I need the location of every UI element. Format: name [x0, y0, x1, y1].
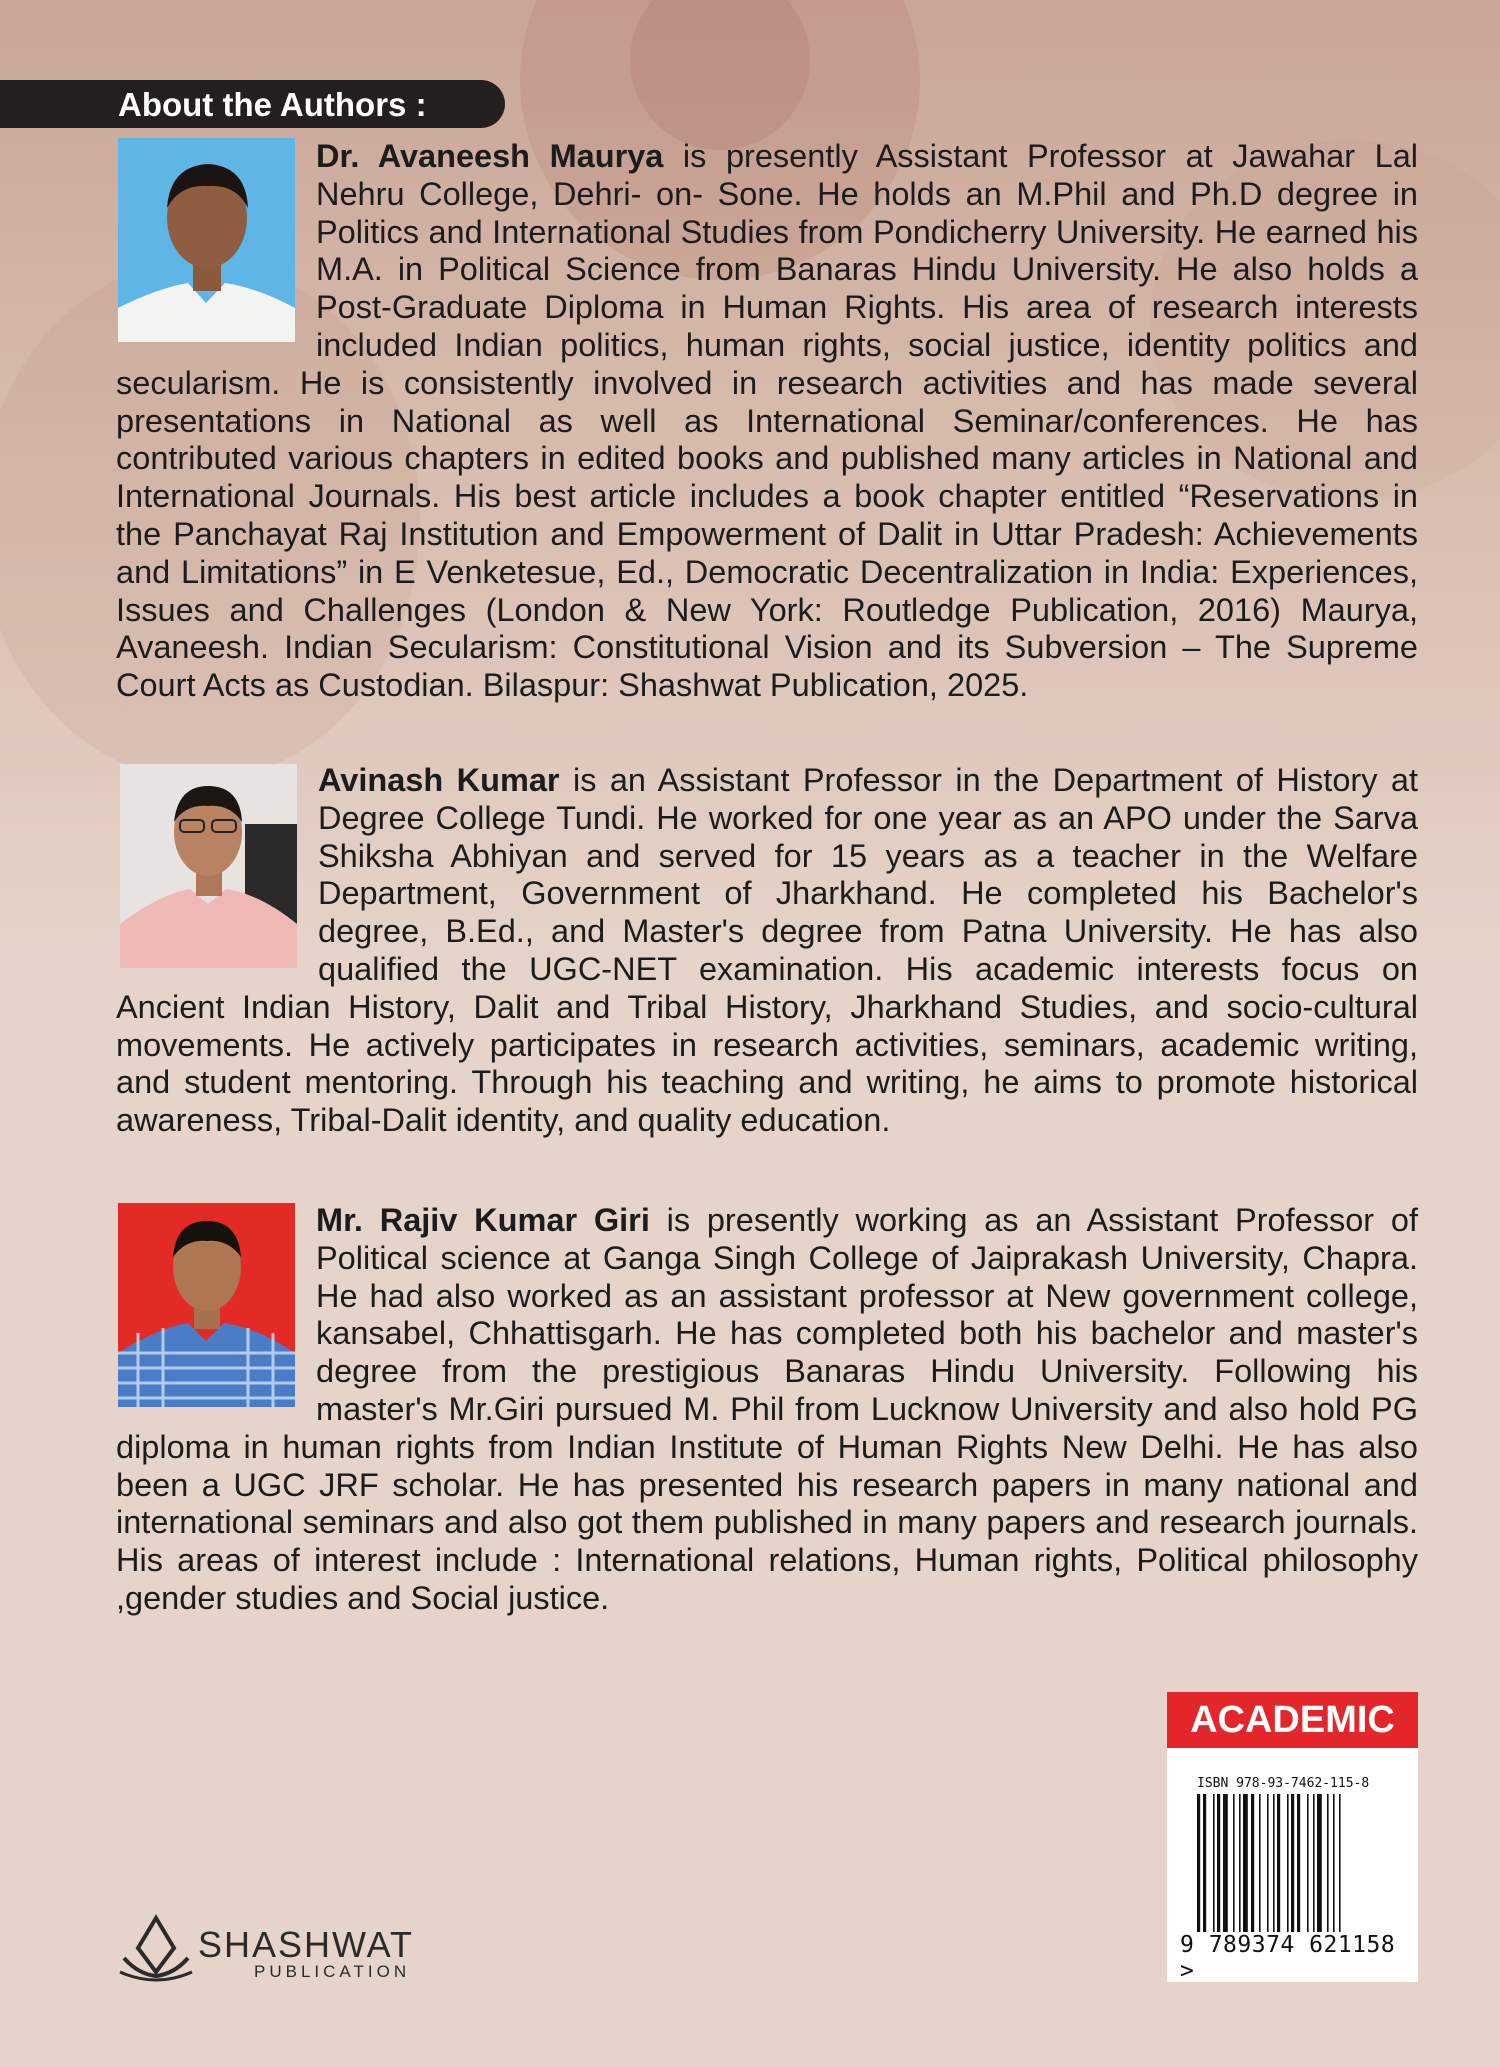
author-name: Dr. Avaneesh Maurya [316, 138, 664, 174]
barcode-bar [1251, 1794, 1254, 1932]
barcode-bar [1339, 1794, 1341, 1932]
barcode-bar [1233, 1794, 1235, 1932]
barcode-bar [1267, 1794, 1269, 1932]
barcode-bar [1307, 1794, 1309, 1932]
photo-spacer [116, 138, 316, 360]
barcode-bar [1273, 1794, 1275, 1932]
author-name: Avinash Kumar [318, 762, 560, 798]
barcode-bar [1243, 1794, 1248, 1932]
barcode-bar [1287, 1794, 1289, 1932]
author-bio-text: is presently working as an Assistant Professor of Political science at Ganga Singh College of Jaiprakash University, Chapra. He had also worked as an assistant professor at New government college, kansabel, Chhattisgarh. He has completed both his bachelor and master's degree from the prestigious Banaras Hindu University. Following his master's Mr.Giri pursued M. Phil from Lucknow University and also hold PG diploma in human rights from Indian Institute of Human Rights New Delhi. He has also been a UGC JRF scholar. He has presented his research papers in many national and international seminars and also got them published in many papers and research journals. His areas of interest include : International relations, Human rights, Political philosophy ,gender studies and Social justice. [116, 1202, 1418, 1616]
author-bio-avaneesh-maurya [116, 138, 1418, 705]
publisher-logo [116, 1910, 446, 1985]
section-header [0, 80, 505, 128]
barcode-bars [1197, 1794, 1387, 1934]
section-title: About the Authors : [118, 86, 427, 123]
barcode-bar [1291, 1794, 1294, 1932]
academic-badge: ACADEMIC [1167, 1692, 1418, 1748]
barcode-bar [1277, 1794, 1280, 1932]
isbn-label: ISBN 978-93-7462-115-8 [1197, 1776, 1370, 1791]
author-bio-avinash-kumar [116, 762, 1418, 1140]
publisher-subtitle: PUBLICATION [254, 1962, 411, 1981]
barcode-bar [1213, 1794, 1215, 1932]
barcode-bar [1297, 1794, 1300, 1932]
barcode-bar [1313, 1794, 1315, 1932]
author-bio-text: is presently Assistant Professor at Jawahar Lal Nehru College, Dehri- on- Sone. He holds an M.Phil and Ph.D degree in Politics and International Studies from Pondicherry University. He earned his M.A. in Political Science from Banaras Hindu University. He also holds a Post-Graduate Diploma in Human Rights. His area of research interests included Indian politics, human rights, social justice, identity politics and secularism. He is consistently involved in research activities and has made several presentations in National as well as International Seminar/conferences. He has contributed various chapters in edited books and published many articles in National and International Journals. His best article includes a book chapter entitled “Reservations in the Panchayat Raj Institution and Empowerment of Dalit in Uttar Pradesh: Achievements and Limitations” in E Venketesue, Ed., Democratic Decentralization in India: Experiences, Issues and Challenges (London & New York: Routledge Publication, 2016) Maurya, Avaneesh. Indian Secularism: Constitutional Vision and its Subversion – The Supreme Court Acts as Custodian. Bilaspur: Shashwat Publication, 2025. [116, 138, 1418, 704]
barcode-bar [1333, 1794, 1335, 1932]
photo-spacer [116, 762, 318, 984]
barcode-bar [1317, 1794, 1322, 1932]
publisher-name: SHASHWAT [198, 1924, 415, 1965]
barcode-bar [1217, 1794, 1220, 1932]
barcode-bar [1327, 1794, 1329, 1932]
lotus-logo-icon [116, 1910, 196, 1985]
barcode-digits: 9 789374 621158 > [1180, 1932, 1396, 1984]
barcode-bar [1223, 1794, 1228, 1932]
photo-spacer [116, 1202, 316, 1424]
author-bio-text: is an Assistant Professor in the Department of History at Degree College Tundi. He worked for one year as an APO under the Sarva Shiksha Abhiyan and served for 15 years as a teacher in the Welfare Department, Government of Jharkhand. He completed his Bachelor's degree, B.Ed., and Master's degree from Patna University. He has also qualified the UGC-NET examination. His academic interests focus on Ancient Indian History, Dalit and Tribal History, Jharkhand Studies, and socio-cultural movements. He actively participates in research activities, seminars, academic writing, and student mentoring. Through his teaching and writing, he aims to promote historical awareness, Tribal-Dalit identity, and quality education. [116, 762, 1418, 1139]
barcode-bar [1259, 1794, 1261, 1932]
author-bio-rajiv-kumar-giri [116, 1202, 1418, 1618]
barcode-bar [1197, 1794, 1200, 1932]
author-name: Mr. Rajiv Kumar Giri [316, 1202, 650, 1238]
barcode-bar [1203, 1794, 1206, 1932]
isbn-barcode [1167, 1748, 1418, 1982]
barcode-bar [1239, 1794, 1241, 1932]
